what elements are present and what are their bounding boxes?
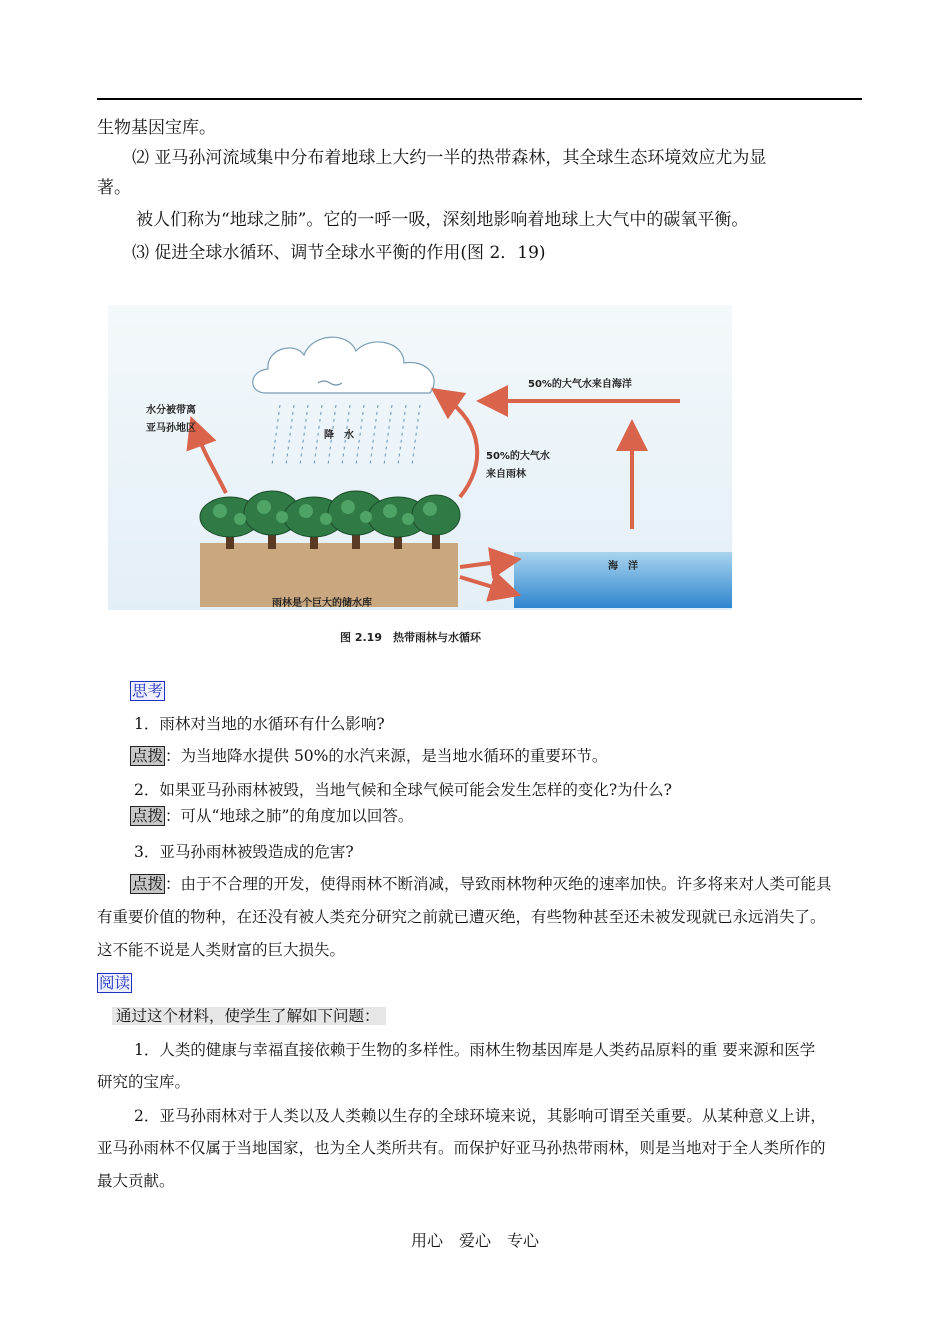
read-point-2-line-3: 最大贡献。 xyxy=(97,1172,175,1190)
ocean-label: 海 洋 xyxy=(608,561,638,572)
paragraph-lung: 被人们称为“地球之肺”。它的一呼一吸，深刻地影响着地球上大气中的碳氧平衡。 xyxy=(136,210,749,230)
hint-label: 点拨 xyxy=(132,747,164,765)
soil-label: 雨林是个巨大的储水库 xyxy=(272,598,372,609)
paragraph-3: ⑶ 促进全球水循环、调节全球水平衡的作用(图 2．19) xyxy=(132,243,546,263)
read-intro-text: 通过这个材料，使学生了解如下问题： xyxy=(112,1007,386,1025)
question-1: 1．雨林对当地的水循环有什么影响? xyxy=(134,715,385,733)
answer-2-text: ：可从“地球之肺”的角度加以回答。 xyxy=(165,807,414,825)
paragraph-2-line-2: 著。 xyxy=(97,178,131,198)
label-top-right: 50%的大气水来自海洋 xyxy=(528,379,632,390)
answer-3-line-2: 有重要价值的物种，在还没有被人类充分研究之前就已遭灭绝，有些物种甚至还未被发现就已永远消失了。 xyxy=(97,908,826,926)
label-mid-1: 50%的大气水 xyxy=(486,451,550,462)
think-section-tag xyxy=(130,677,165,705)
water-cycle-figure xyxy=(108,305,732,655)
read-section-tag xyxy=(97,969,132,997)
answer-2 xyxy=(130,802,413,830)
question-3: 3．亚马孙雨林被毁造成的危害? xyxy=(134,843,354,861)
answer-1-text: ：为当地降水提供 50%的水汽来源，是当地水循环的重要环节。 xyxy=(165,747,608,765)
read-point-1-line-2: 研究的宝库。 xyxy=(97,1073,191,1091)
header-rule xyxy=(97,98,862,100)
answer-1 xyxy=(130,742,607,770)
label-left-1: 水分被带离 xyxy=(146,405,196,416)
label-mid-2: 来自雨林 xyxy=(486,469,526,480)
paragraph-2-line-1: ⑵ 亚马孙河流域集中分布着地球上大约一半的热带森林，其全球生态环境效应尤为显 xyxy=(132,148,767,168)
hint-label: 点拨 xyxy=(132,807,164,825)
read-point-2-line-1: 2．亚马孙雨林对于人类以及人类赖以生存的全球环境来说，其影响可谓至关重要。从某种意义上讲， xyxy=(134,1107,826,1125)
rain-label: 降 水 xyxy=(324,430,354,441)
answer-3-text: ：由于不合理的开发，使得雨林不断消减，导致雨林物种灭绝的速率加快。许多将来对人类可能具 xyxy=(165,875,832,893)
read-intro xyxy=(112,1002,386,1030)
read-tag: 阅读 xyxy=(99,974,131,992)
hint-label: 点拨 xyxy=(132,875,164,893)
label-left-2: 亚马孙地区 xyxy=(146,423,196,434)
read-point-1-line-1: 1．人类的健康与幸福直接依赖于生物的多样性。雨林生物基因库是人类药品原料的重 要来源和医学 xyxy=(134,1041,816,1059)
page-footer: 用心 爱心 专心 xyxy=(410,1231,539,1250)
think-tag: 思考 xyxy=(132,682,164,700)
answer-3-line-3: 这不能不说是人类财富的巨大损失。 xyxy=(97,941,346,959)
answer-3-line-1 xyxy=(130,870,832,898)
text-line: 生物基因宝库。 xyxy=(97,118,216,138)
question-2: 2．如果亚马孙雨林被毁，当地气候和全球气候可能会发生怎样的变化?为什么? xyxy=(134,781,672,799)
read-point-2-line-2: 亚马孙雨林不仅属于当地国家，也为全人类所共有。而保护好亚马孙热带雨林，则是当地对于全人类所作的 xyxy=(97,1139,826,1157)
figure-caption: 图 2.19 热带雨林与水循环 xyxy=(340,631,481,644)
